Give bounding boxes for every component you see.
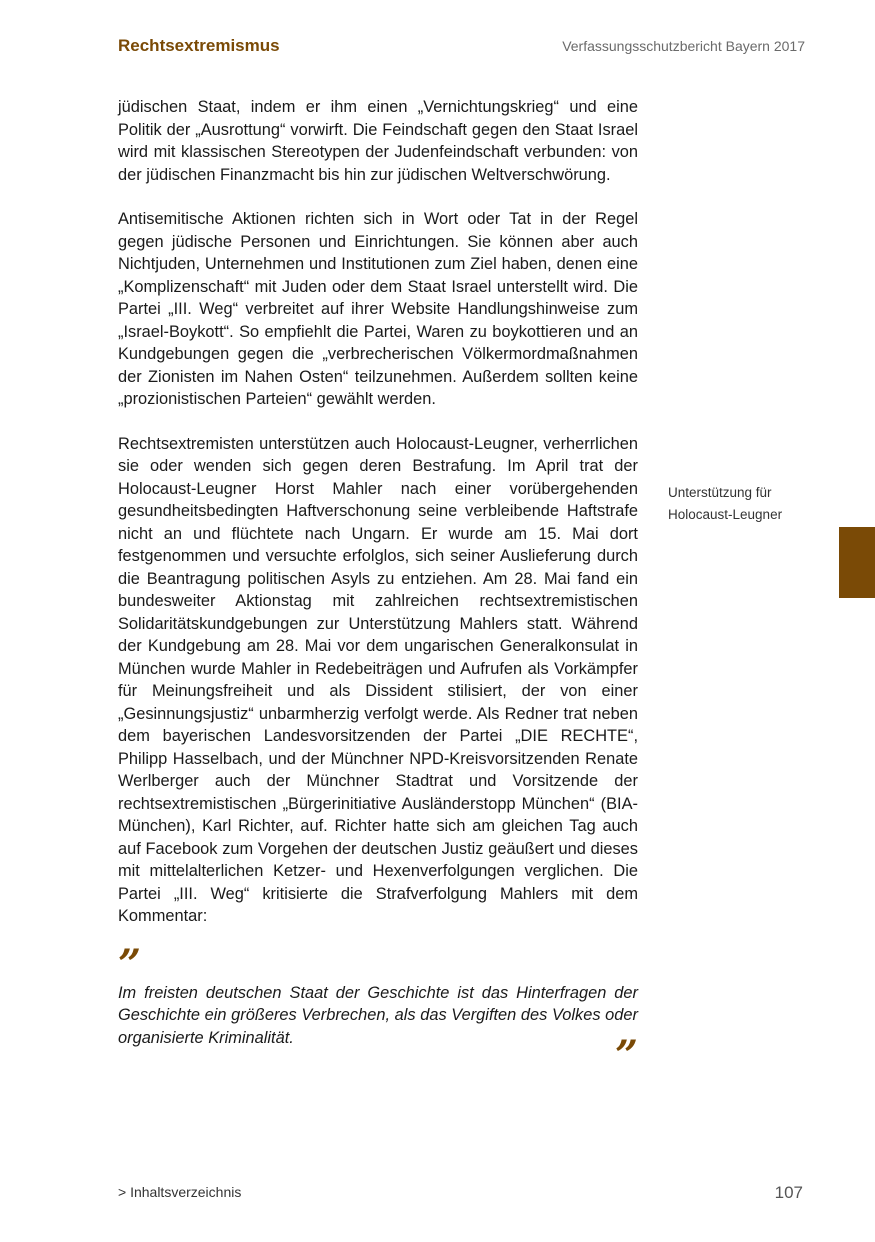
block-quote xyxy=(118,940,638,1079)
table-of-contents-link[interactable]: > Inhaltsverzeichnis xyxy=(118,1184,242,1200)
marginal-note: Unterstützung für Holocaust-Leugner xyxy=(668,485,783,522)
section-title: Rechtsextremismus xyxy=(118,36,280,55)
quote-close-mark: ” xyxy=(614,1032,638,1079)
quote-open-mark: ” xyxy=(118,940,142,988)
report-title: Verfassungsschutzbericht Bayern 2017 xyxy=(562,38,805,54)
paragraph-2: Antisemitische Aktionen richten sich in Wort oder Tat in der Regel gegen jüdische Personen und Einrichtungen. Sie können aber auch Nichtjuden, Unternehmen und Institutionen zum Ziel haben, denen eine „Komplizenschaft“ mit Juden oder dem Staat Israel unterstellt wird. Die Partei „III. Weg“ verbreitet auf ihrer Website Handlungshinweise zum „Israel-Boykott“. So empfiehlt die Partei, Waren zu boykottieren und an Kundgebungen gegen die „verbrecherischen Völkermordmaßnahmen der Zionisten im Nahen Osten“ teilzunehmen. Außerdem sollten keine „prozionistischen Parteien“ gewählt werden. xyxy=(118,210,638,408)
chapter-tab-marker xyxy=(839,527,875,598)
quote-text: Im freisten deutschen Staat der Geschichte ist das Hinterfragen der Geschichte ein größeres Verbrechen, als das Vergiften des Volkes oder organisierte Kriminalität. xyxy=(118,983,638,1047)
main-text-column xyxy=(118,96,638,1079)
page-number: 107 xyxy=(774,1183,803,1202)
paragraph-3: Rechtsextremisten unterstützen auch Holocaust-Leugner, verherrlichen sie oder wenden sich gegen deren Bestrafung. Im April trat der Holocaust-Leugner Horst Mahler nach einer vorübergehenden gesundheitsbedingten Haftverschonung seine verbleibende Haftstrafe nicht an und flüchtete nach Ungarn. Er wurde am 15. Mai dort festgenommen und versuchte erfolglos, sich seiner Auslieferung durch die Beantragung politischen Asyls zu entziehen. Am 28. Mai fand ein bundesweiter Aktionstag mit zahlreichen rechtsextremistischen Solidaritätskundgebungen zur Unterstützung Mahlers statt. Während der Kundgebung am 28. Mai vor dem ungarischen Generalkonsulat in München wurde Mahler in Redebeiträgen und Aufrufen als Vorkämpfer für Meinungsfreiheit und als Dissident stilisiert, der von einer „Gesinnungsjustiz“ unbarmherzig verfolgt werde. Als Redner trat neben dem bayerischen Landesvorsitzenden der Partei „DIE RECHTE“, Philipp Hasselbach, und der Münchner NPD-Kreisvorsitzenden Renate Werlberger auch der Münchner Stadtrat und Vorsitzende der rechtsextremistischen „Bürgerinitiative Ausländerstopp München“ (BIA-München), Karl Richter, auf. Richter hatte sich am gleichen Tag auch auf Facebook zum Vorgehen der deutschen Justiz geäußert und dieses mit mittelalterlichen Ketzer- und Hexenverfolgungen verglichen. Die Partei „III. Weg“ kritisierte die Strafverfolgung Mahlers mit dem Kommentar: xyxy=(118,434,638,925)
paragraph-1: jüdischen Staat, indem er ihm einen „Vernichtungskrieg“ und eine Politik der „Ausrottung“ vorwirft. Die Feindschaft gegen den Staat Israel wird mit klassischen Stereotypen der Judenfeindschaft verbunden: von der jüdischen Finanzmacht bis hin zur jüdischen Weltverschwörung. xyxy=(118,98,638,184)
